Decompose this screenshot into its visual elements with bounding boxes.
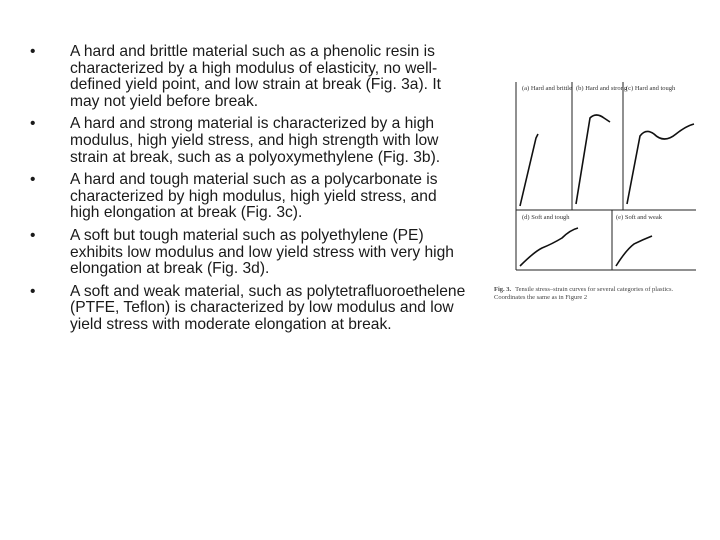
bullet-item [30,44,470,110]
panel-a-label: (a) Hard and brittle [522,85,572,92]
curve-hard-strong [576,115,610,204]
bullet-text: A soft but tough material such as polyethylene (PE) exhibits low modulus and low yield stress with very high elongation at break (Fig. 3d). [70,226,454,278]
caption-label: Fig. 3. [494,286,512,293]
bullet-text: A hard and brittle material such as a phenolic resin is characterized by a high modulus of elasticity, no well-defined yield point, and low strain at break (Fig. 3a). It may not yield before break. [70,43,441,110]
curve-hard-tough [627,124,694,204]
caption-text: Tensile stress–strain curves for several categories of plastics. Coordinates the same as in Figure 2 [494,286,674,301]
curve-soft-tough [520,228,578,266]
bullet-item [30,116,470,166]
bullet-item [30,228,470,278]
panel-e-label: (e) Soft and weak [616,214,663,221]
bullet-dot: • [30,171,36,189]
bullet-text: A soft and weak material, such as polytetrafluoroethelene (PTFE, Teflon) is characterized by low modulus and low yield stress with moderate elongation at break. [70,282,466,333]
bullet-list [30,44,470,340]
bullet-text: A hard and strong material is characterized by a high modulus, high yield stress, and high strength with low strain at break, such as a polyoxymethylene (Fig. 3b). [70,115,441,166]
bullet-text: A hard and tough material such as a polycarbonate is characterized by high modulus, high yield stress, and high elongation at break (Fig. 3c). [70,171,438,222]
bullet-item [30,172,470,222]
bullet-dot: • [30,226,36,244]
stress-strain-figure [486,74,708,314]
bullet-item [30,284,470,334]
bullet-dot: • [30,43,36,60]
panel-d-label: (d) Soft and tough [522,214,570,221]
panel-b-label: (b) Hard and strong [576,85,628,92]
figure-caption [494,286,706,302]
curve-hard-brittle [520,134,538,206]
panel-c-label: (c) Hard and tough [626,85,676,92]
figure-diagram [486,74,708,314]
bullet-dot: • [30,115,36,133]
curve-soft-weak [616,236,652,266]
bullet-dot: • [30,282,36,300]
